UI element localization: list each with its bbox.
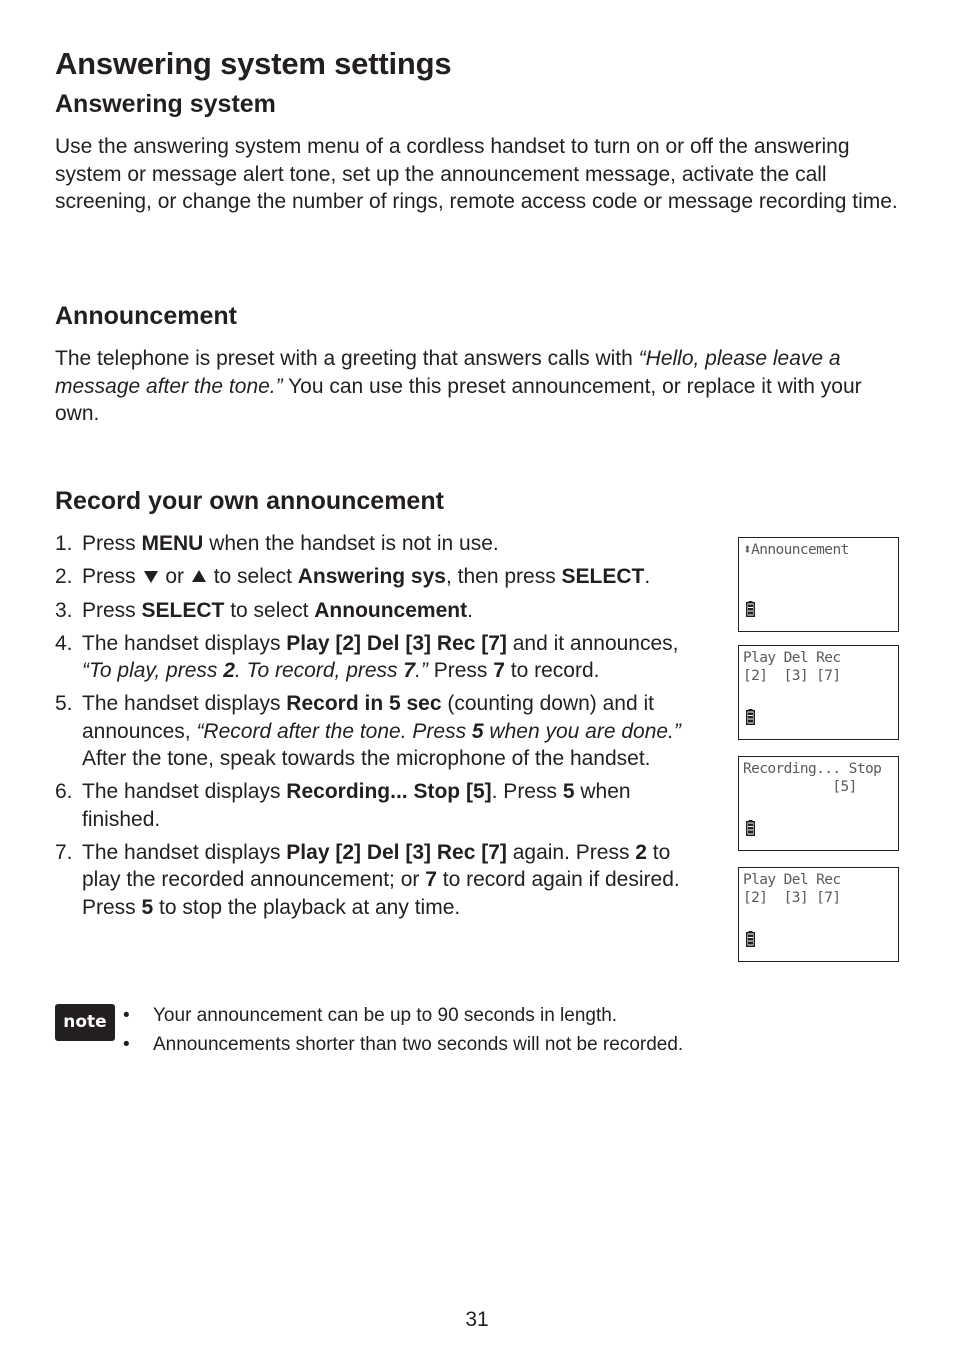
step-key: Play [2] Del [3] Rec [7] bbox=[286, 840, 507, 864]
screen-line-2: [2] [3] [7] bbox=[743, 668, 841, 684]
step-text: again. Press bbox=[506, 840, 636, 864]
screen-text: Announcement bbox=[751, 542, 849, 558]
step-text: “To play, press bbox=[82, 659, 224, 683]
heading-answering-system: Answering system bbox=[55, 90, 276, 118]
step-key: Record in 5 sec bbox=[286, 692, 442, 716]
screen-line-1: Play Del Rec bbox=[743, 650, 841, 666]
step-text: The handset displays bbox=[82, 692, 287, 716]
step-text: to record. bbox=[504, 659, 600, 683]
announcement-text-lead: The telephone is preset with a greeting that answers calls with bbox=[55, 347, 639, 370]
note-text: Announcements shorter than two seconds will not be recorded. bbox=[153, 1034, 684, 1055]
step-text: and it announces, bbox=[506, 631, 679, 655]
page-title: Answering system settings bbox=[55, 46, 452, 81]
steps-list bbox=[55, 530, 705, 927]
step-key: 7 bbox=[493, 659, 505, 683]
step-text: to record again if desired. Press bbox=[82, 868, 680, 919]
step-text: . bbox=[644, 565, 651, 589]
up-arrow-icon bbox=[192, 570, 206, 582]
step-text: (counting down) and it announces, bbox=[82, 692, 654, 743]
step-item bbox=[55, 530, 705, 557]
step-item bbox=[55, 563, 705, 590]
handset-screen-announcement bbox=[738, 537, 899, 632]
step-key: 7 bbox=[403, 659, 416, 683]
bullet: • bbox=[123, 1005, 130, 1026]
step-number: 1. bbox=[55, 532, 73, 555]
step-text: The handset displays bbox=[82, 631, 287, 655]
step-number: 6. bbox=[55, 780, 73, 804]
step-text: Press bbox=[82, 598, 142, 622]
screen-line-2: [5] bbox=[743, 779, 857, 795]
step-number: 5. bbox=[55, 692, 73, 716]
step-text: . To record, press bbox=[234, 659, 404, 683]
screen-line-2: [2] [3] [7] bbox=[743, 890, 841, 906]
step-item bbox=[55, 690, 705, 772]
step-text: “Record after the tone. Press bbox=[196, 719, 472, 743]
step-text: .” bbox=[415, 659, 428, 683]
step-text: to stop the playback at any time. bbox=[153, 895, 461, 919]
battery-icon bbox=[746, 931, 755, 947]
screen-line-1: Recording... Stop bbox=[743, 761, 882, 777]
screen-line-1: Play Del Rec bbox=[743, 872, 841, 888]
step-key: SELECT bbox=[141, 598, 225, 622]
step-quote bbox=[196, 720, 680, 743]
down-arrow-icon bbox=[144, 571, 158, 583]
note-item bbox=[123, 1001, 683, 1030]
bullet: • bbox=[123, 1034, 130, 1055]
note-list bbox=[123, 1001, 683, 1059]
step-text: Press bbox=[82, 532, 142, 555]
step-item bbox=[55, 839, 705, 921]
step-item bbox=[55, 778, 705, 833]
step-text: . Press bbox=[491, 780, 563, 804]
step-text: to play the recorded announcement; or bbox=[82, 840, 671, 892]
step-text: Press bbox=[82, 565, 142, 589]
step-text: when the handset is not in use. bbox=[203, 532, 499, 555]
step-text: to select bbox=[207, 565, 298, 589]
announcement-text-tail: You can use this preset announcement, or replace it with your own. bbox=[55, 374, 862, 425]
battery-icon bbox=[746, 820, 755, 836]
step-number: 4. bbox=[55, 631, 73, 655]
step-text: After the tone, speak towards the microphone of the handset. bbox=[82, 747, 651, 771]
battery-icon bbox=[746, 601, 755, 617]
step-key: SELECT bbox=[561, 565, 645, 589]
handset-screen-recording bbox=[738, 756, 899, 851]
battery-icon bbox=[746, 709, 755, 725]
step-text: , then press bbox=[445, 565, 562, 589]
heading-announcement: Announcement bbox=[55, 302, 237, 330]
up-down-arrow-icon: ⬍ bbox=[743, 542, 752, 558]
step-text: when you are done.” bbox=[483, 719, 681, 743]
note-badge: note bbox=[55, 1004, 115, 1041]
step-key: Announcement bbox=[314, 598, 468, 622]
step-quote bbox=[82, 659, 428, 682]
step-number: 2. bbox=[55, 565, 73, 589]
step-text: The handset displays bbox=[82, 840, 287, 864]
handset-screen-play-del-rec bbox=[738, 645, 899, 740]
step-key: 5 bbox=[562, 780, 575, 804]
step-text: Press bbox=[427, 659, 494, 683]
step-text: The handset displays bbox=[82, 780, 287, 804]
announcement-text bbox=[55, 345, 905, 428]
step-key: 5 bbox=[471, 719, 484, 743]
step-text: when finished. bbox=[82, 780, 631, 831]
handset-screen-play-del-rec-again bbox=[738, 867, 899, 962]
step-key: Recording... Stop [5] bbox=[286, 780, 492, 804]
page-number: 31 bbox=[465, 1308, 489, 1331]
step-key: 2 bbox=[635, 840, 647, 864]
note-item bbox=[123, 1030, 683, 1059]
step-key: Play [2] Del [3] Rec [7] bbox=[286, 631, 507, 655]
step-key: MENU bbox=[141, 532, 204, 555]
answering-system-text: Use the answering system menu of a cordless handset to turn on or off the answering system or message alert tone, set up the announcement message, activate the call screening, or change the number of rings, remote access code or message recording time. bbox=[55, 135, 898, 213]
step-text: . bbox=[467, 598, 473, 622]
step-text: to select bbox=[224, 598, 315, 622]
step-key: 2 bbox=[223, 659, 235, 683]
step-number: 3. bbox=[55, 598, 73, 622]
heading-record-announcement: Record your own announcement bbox=[55, 487, 444, 515]
announcement-quote: “Hello, please leave a message after the tone.” bbox=[55, 347, 841, 398]
step-key: 5 bbox=[141, 895, 154, 919]
step-number: 7. bbox=[55, 840, 73, 864]
step-key: 7 bbox=[425, 868, 437, 892]
step-text: or bbox=[159, 565, 190, 589]
note-text: Your announcement can be up to 90 seconds in length. bbox=[153, 1005, 618, 1026]
step-key: Answering sys bbox=[297, 565, 446, 589]
screen-line-1 bbox=[743, 542, 849, 558]
step-item bbox=[55, 597, 705, 624]
step-item bbox=[55, 630, 705, 685]
